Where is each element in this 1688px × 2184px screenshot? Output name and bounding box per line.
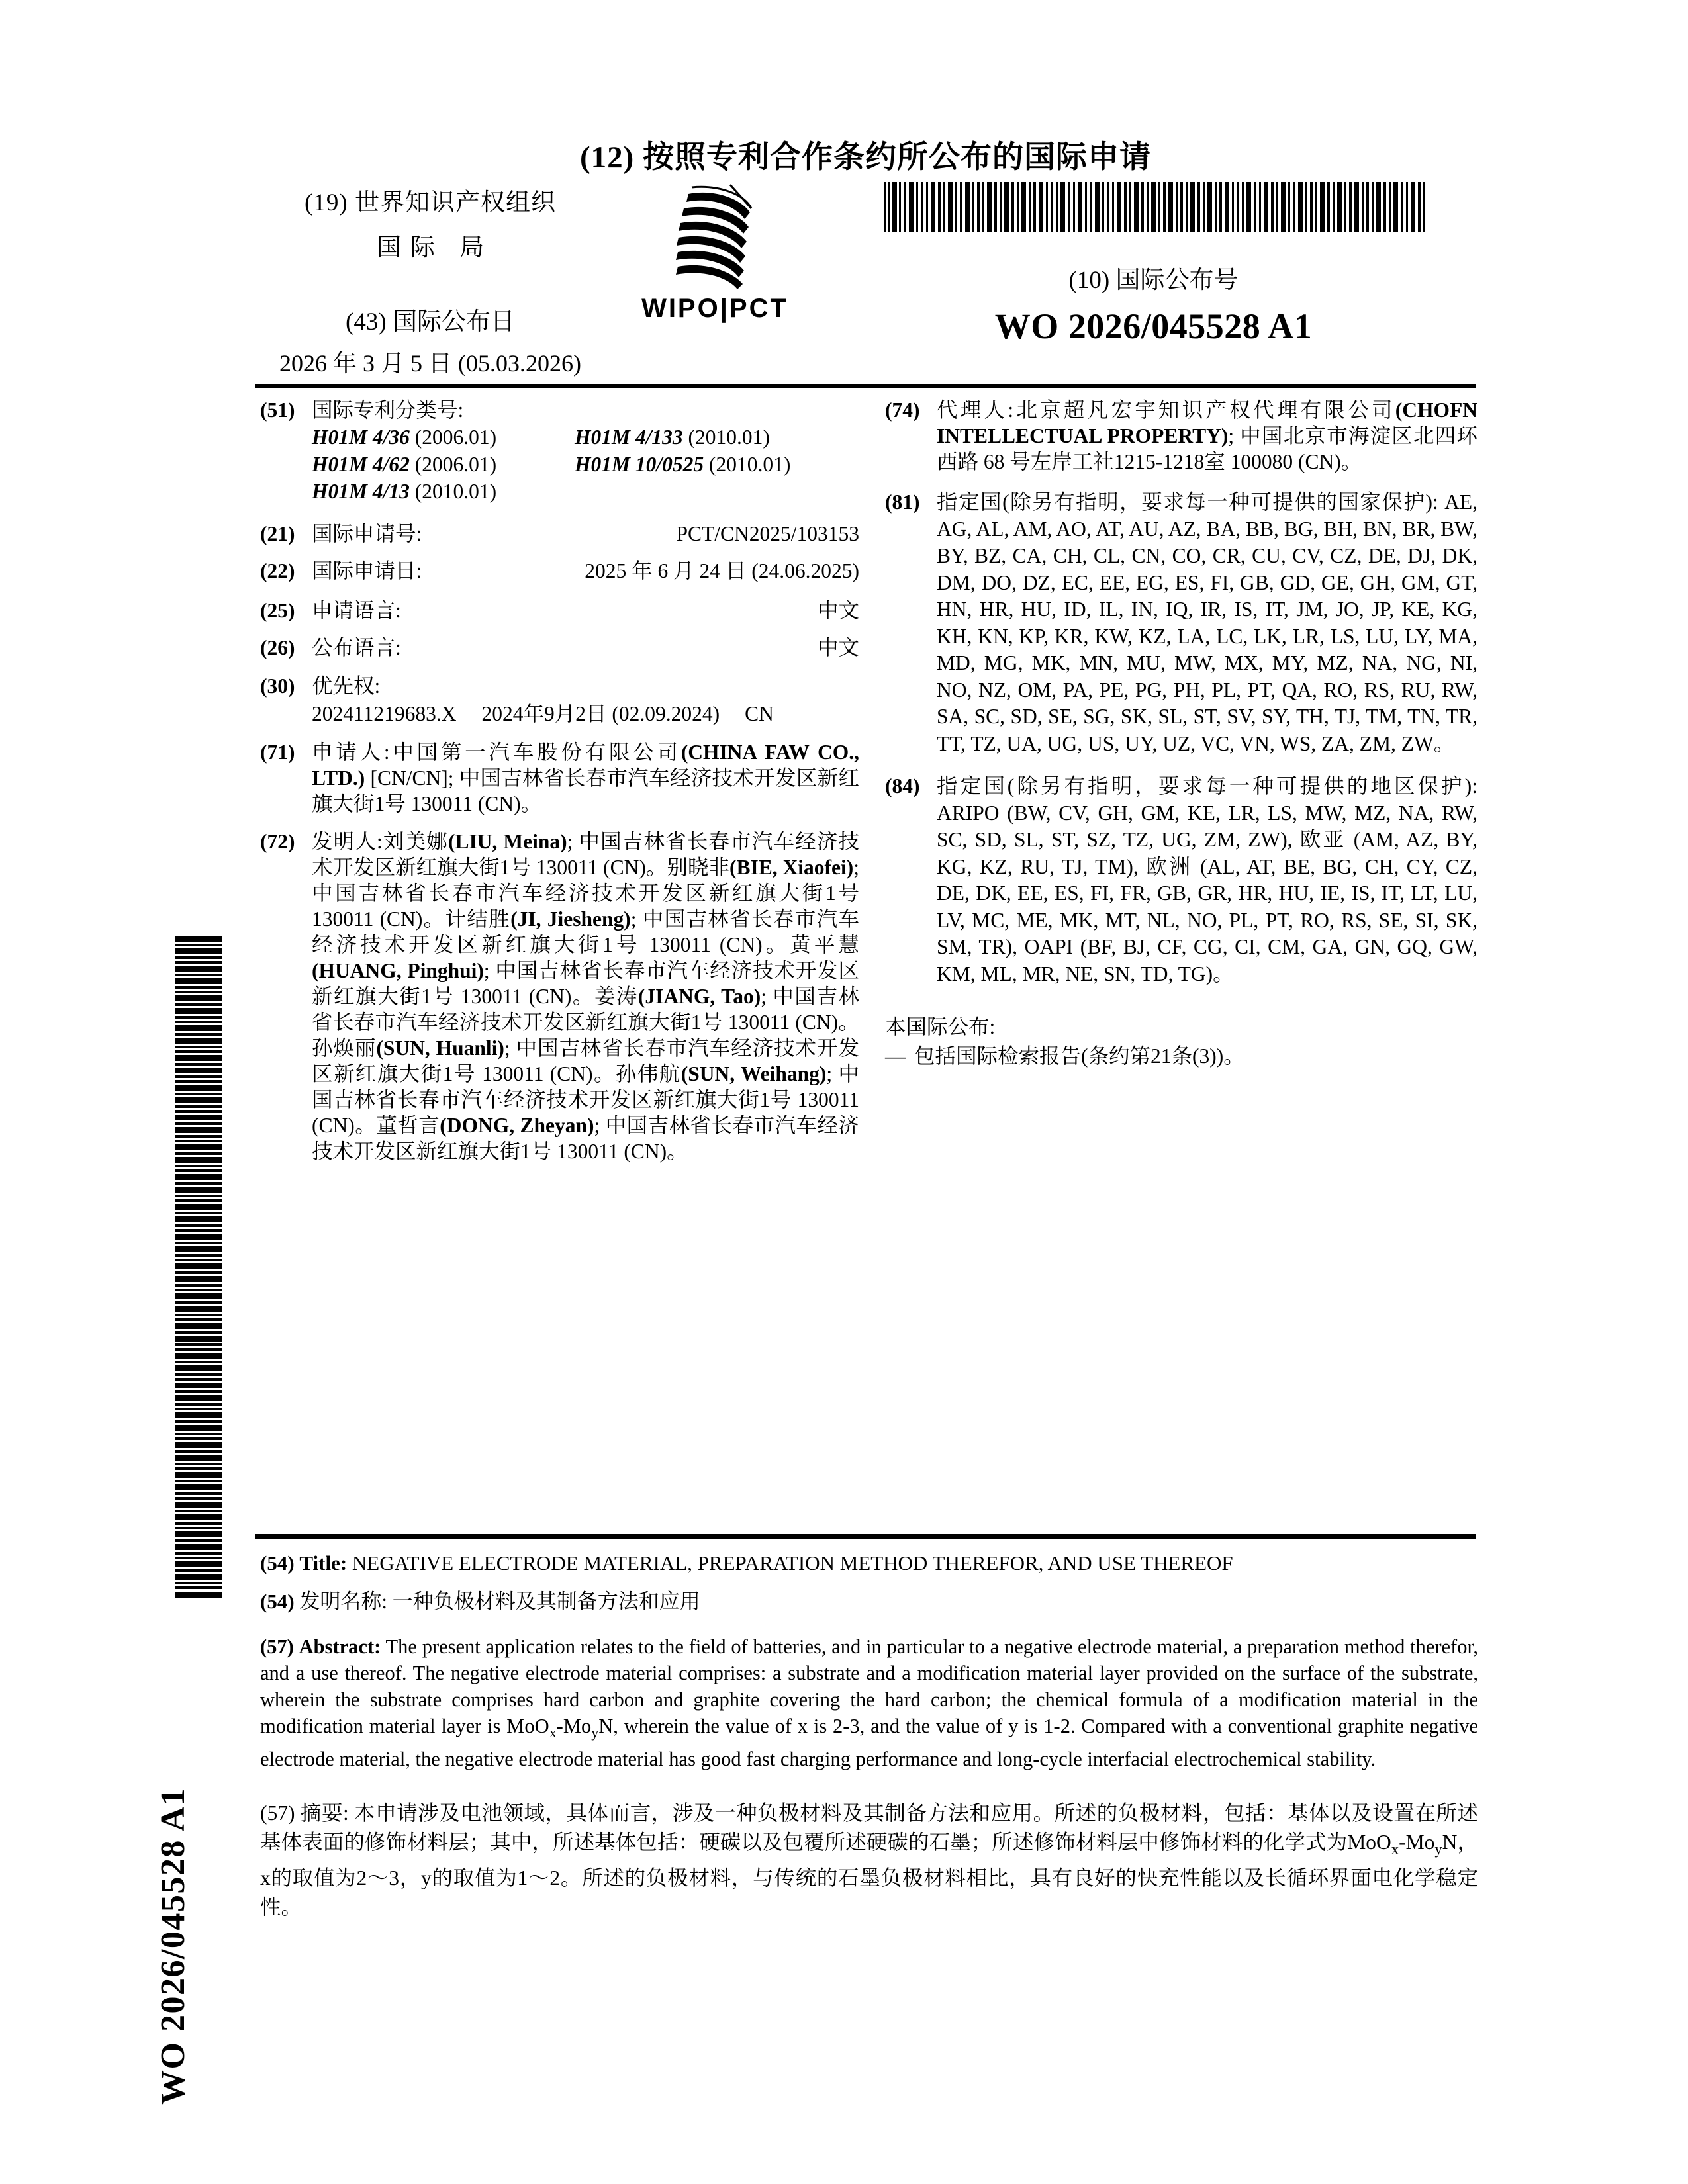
inventor-address: ; 中国吉林省长春市汽车经济技术开发区新红旗大街1号 130011 (CN)。 [312,1062,859,1137]
bibliographic-right-column [885,397,1477,1069]
inventor-address: ; 中国吉林省长春市汽车经济技术开发区新红旗大街1号 130011 (CN)。 [312,985,859,1034]
publication-language-label: 公布语言: [312,636,401,659]
inventor-address: ; 中国吉林省长春市汽车经济技术开发区新红旗大街1号 130011 (CN)。 [312,907,859,956]
applicant-address: 中国吉林省长春市汽车经济技术开发区新红旗大街1号 130011 (CN)。 [312,766,859,815]
field-code-74: (74) [885,398,920,422]
side-publication-number-text: WO 2026/045528 A1 [154,1787,192,2105]
publication-date-value: 2026 年 3 月 5 日 (05.03.2026) [279,350,581,377]
inventor-name-cn: 刘美娜 [382,830,448,853]
field-code-57-cn: (57) [260,1801,295,1825]
field-code-57-en: (57) [260,1635,294,1658]
priority-date: 2024年9月2日 (02.09.2024) [481,702,720,725]
inventor-address: ; 中国吉林省长春市汽车经济技术开发区新红旗大街1号 130011 (CN)。 [312,856,860,931]
title-en-label: Title: [299,1551,348,1574]
field-code-54-cn: (54) [260,1590,295,1613]
field-designated-states [885,489,1477,757]
field-designated-regions [885,773,1477,987]
abstract-cn-part1: 本申请涉及电池领域，具体而言，涉及一种负极材料及其制备方法和应用。所述的负极材料，包括：基体以及设置在所述基体表面的修饰材料层；其中，所述基体包括：硬碳以及包覆所述硬碳的石墨；所述修饰材料层中修饰材料的化学式为MoO [260,1801,1478,1854]
field-code-26: (26) [260,636,295,659]
abstract-en-label: Abstract: [299,1635,381,1658]
inventor-list [260,829,859,1164]
title-en-value: NEGATIVE ELECTRODE MATERIAL, PREPARATION METHOD THEREFOR, AND USE THEREOF [352,1551,1233,1574]
header-divider-rule [255,384,1476,388]
field-code-25: (25) [260,599,295,622]
field-code-71: (71) [260,741,295,764]
abstract-cn [260,1799,1478,1922]
inventor-name-en: (JIANG, Tao) [637,985,761,1008]
priority-number: 202411219683.X [312,702,457,725]
inventor-address: ; 中国吉林省长春市汽车经济技术开发区新红旗大街1号 130011 (CN)。 [312,1114,859,1163]
filing-date-value: 2025 年 6 月 24 日 (24.06.2025) [585,559,859,582]
bibliographic-left-column [260,397,859,1164]
publication-date-code: (43) [346,308,387,336]
inventor-name-en: (SUN, Huanli) [376,1036,504,1060]
ipc-version: (2010.01) [708,453,791,476]
ipc-class: H01M 4/62 [312,453,410,476]
priority-label: 优先权: [312,674,381,698]
agent-label: 代理人: [937,398,1014,422]
application-number-value: PCT/CN2025/103153 [676,522,859,545]
field-priority [260,673,859,727]
field-code-54-en: (54) [260,1551,295,1574]
ipc-version: (2010.01) [414,480,497,503]
inventors-label: 发明人: [312,830,383,853]
inventor-name-en: (BIE, Xiaofei) [729,856,854,879]
page-header [255,119,1476,384]
wipo-logo [616,182,814,324]
title-and-abstract-block [260,1549,1478,1922]
application-number-label: 国际申请号: [312,522,422,545]
title-cn-value: 一种负极材料及其制备方法和应用 [392,1590,700,1613]
publication-number-code: (10) [1068,267,1110,294]
field-agent [885,397,1477,475]
document-kind-text: 按照专利合作条约所公布的国际申请 [643,140,1152,175]
applicant-label: 申请人: [312,741,390,764]
abstract-cn-subscript-x: x [1391,1841,1399,1858]
document-kind-code: (12) [579,140,635,175]
ipc-class: H01M 4/133 [574,426,683,449]
agent-name-en: (CHOFN INTELLECTUAL PROPERTY) [937,398,1477,447]
ipc-table [312,424,859,505]
inventor-name-cn: 孙伟航 [615,1062,681,1085]
inventor-address: ; 中国吉林省长春市汽车经济技术开发区新红旗大街1号 130011 (CN)。 [312,830,859,879]
abstract-en-part3: N, wherein the value of x is 2-3, and the value of y is 1-2. Compared with a conventional graphite negative electrode material, the negative electrode material has good fast charging performance and long-cycle interfacial electrochemical stability. [260,1715,1478,1771]
abstract-en-subscript-y: y [591,1724,599,1741]
ipc-class: H01M 4/36 [312,426,410,449]
bullet-dash-icon: — [885,1044,906,1068]
title-cn-line [260,1587,1478,1616]
designated-regions-codes: ARIPO (BW, CV, GH, GM, KE, LR, LS, MW, MZ, NA, RW, SC, SD, SL, ST, SZ, TZ, UG, ZM, ZW), 欧亚 (AM, AZ, BY, KG, KZ, RU, TJ, TM), 欧洲 (AL, AT, BE, BG, CH, CY, CZ, DE, DK, EE, ES, FI, FR, GB, GR, HR, HU, IE, IS, IT, LT, LU, LV, MC, ME, MK, MT, NL, NO, PL, PT, RO, RS, SE, SI, SK, SM, TR), OAPI (BF, BJ, CF, CG, CI, CM, GA, GN, GQ, GW, KM, ML, MR, NE, SN, TD, TG)。 [937,801,1477,985]
inventor-address: ; 中国吉林省长春市汽车经济技术开发区新红旗大街1号 130011 (CN)。 [312,1036,859,1085]
designated-regions-label: 指定国(除另有指明，要求每一种可提供的地区保护): [937,774,1477,797]
abstract-cn-part3: N，x的取值为2～3，y的取值为1～2。所述的负极材料，与传统的石墨负极材料相比，具有良好的快充性能以及长循环界面电化学稳定性。 [260,1831,1479,1919]
field-code-84: (84) [885,774,920,797]
publication-number-block [831,182,1476,347]
organization-code: (19) [305,189,348,216]
publication-date-label: 国际公布日 [392,308,515,336]
inventor-name-cn: 计结胜 [445,907,511,931]
designated-states-label: 指定国(除另有指明，要求每一种可提供的国家保护): [937,490,1438,514]
inventor-name-en: (SUN, Weihang) [680,1062,827,1085]
ipc-label: 国际专利分类号: [312,398,464,422]
field-code-22: (22) [260,559,295,582]
organization-name: 世界知识产权组织 [354,189,556,216]
inventor-name-cn: 董哲言 [376,1114,440,1137]
inventor-name-en: (LIU, Meina) [447,830,567,853]
field-inventors [260,829,859,1164]
field-code-30: (30) [260,674,295,698]
ipc-version: (2006.01) [414,453,497,476]
publication-barcode [882,182,1425,232]
table-row [312,478,859,505]
inventor-name-cn: 孙焕丽 [312,1036,377,1060]
field-ipc [260,397,859,505]
publication-date-label-line [255,301,606,337]
agent-address: ; 中国北京市海淀区北四环西路 68 号左岸工社1215-1218室 100080 (CN)。 [937,424,1477,473]
publication-language-value: 中文 [817,636,859,659]
inventor-name-cn: 别晓非 [667,856,729,879]
field-filing-language [260,598,859,624]
international-bureau: 国际 局 [376,234,494,261]
publication-number-value: WO 2026/045528 A1 [994,306,1313,346]
field-filing-date [260,558,859,584]
inventor-name-cn: 黄平慧 [790,933,859,956]
wipo-wordmark: WIPO|PCT [641,294,788,323]
ipc-class: H01M 10/0525 [574,453,704,476]
abstract-en-part1: The present application relates to the field of batteries, and in particular to a negative electrode material, a preparation method therefor, and a use thereof. The negative electrode material comprises: a substrate and a modification material layer provided on the surface of the substrate, wherein the substrate comprises hard carbon and graphite covering the hard carbon; the chemical formula of a modification material in the modification material layer is MoO [260,1635,1479,1737]
priority-country: CN [745,702,774,725]
publication-note-item: 包括国际检索报告(条约第21条(3))。 [914,1044,1244,1068]
ipc-version: (2006.01) [414,426,497,449]
inventor-name-cn: 姜涛 [594,985,638,1008]
inventor-address: ; 中国吉林省长春市汽车经济技术开发区新红旗大街1号 130011 (CN)。 [312,959,859,1008]
field-code-51: (51) [260,398,295,422]
publication-number-label: 国际公布号 [1115,267,1239,294]
abstract-cn-subscript-y: y [1434,1841,1442,1858]
abstract-en [260,1633,1478,1772]
field-application-number [260,521,859,547]
inventor-name-en: (JI, Jiesheng) [510,907,631,931]
field-publication-language [260,635,859,661]
organization-line [255,182,606,218]
applicant-nationality: [CN/CN]; [365,766,459,790]
abstract-cn-label: 摘要: [300,1801,349,1825]
agent-name-cn: 北京超凡宏宇知识产权代理有限公司 [1013,398,1395,422]
field-code-72: (72) [260,830,295,853]
table-row [312,424,859,451]
header-grid [255,182,1476,381]
side-publication-number [154,1178,220,2105]
ipc-class: H01M 4/13 [312,480,410,503]
field-code-81: (81) [885,490,920,514]
inventor-name-en: (DONG, Zheyan) [440,1114,594,1137]
filing-language-value: 中文 [817,599,859,622]
abstract-divider-rule [255,1534,1476,1539]
inventor-name-en: (HUANG, Pinghui) [312,959,484,982]
applicant-name-cn: 中国第一汽车股份有限公司 [389,741,681,764]
field-applicant [260,739,859,817]
wipo-globe-icon [652,182,778,291]
title-en-line [260,1549,1478,1578]
publication-note-heading: 本国际公布: [885,1015,996,1038]
designated-states-codes: AE, AG, AL, AM, AO, AT, AU, AZ, BA, BB, BG, BH, BN, BR, BW, BY, BZ, CA, CH, CL, CN, CO, CR, CU, CV, CZ, DE, DJ, DK, DM, DO, DZ, EC, EE, EG, ES, FI, GB, GD, GE, GH, GM, GT, HN, HR, HU, ID, IL, IN, IQ, IR, IS, IT, JM, JO, JP, KE, KG, KH, KN, KP, KR, KW, KZ, LA, LC, LK, LR, LS, LU, LY, MA, MD, MG, MK, MN, MU, MW, MX, MY, MZ, NA, NG, NI, NO, NZ, OM, PA, PE, PG, PH, PL, PT, QA, RO, RS, RU, RW, SA, SC, SD, SE, SG, SK, SL, ST, SV, SY, TH, TJ, TM, TN, TR, TT, TZ, UA, UG, US, UY, UZ, VC, VN, WS, ZA, ZM, ZW。 [937,490,1478,755]
filing-date-label: 国际申请日: [312,559,422,582]
document-kind-title [255,132,1476,177]
publication-note [885,1014,1477,1069]
publication-number-label-line [831,259,1476,295]
applicant-name-en: (CHINA FAW CO., LTD.) [312,741,859,790]
ipc-version: (2010.01) [688,426,770,449]
abstract-en-subscript-x: x [549,1724,557,1741]
field-code-21: (21) [260,522,295,545]
filing-language-label: 申请语言: [312,599,401,622]
abstract-en-part2: -Mo [556,1715,592,1737]
table-row [312,451,859,478]
title-cn-label: 发明名称: [299,1590,388,1613]
abstract-cn-part2: -Mo [1399,1831,1435,1854]
issuing-office-block [255,182,606,379]
